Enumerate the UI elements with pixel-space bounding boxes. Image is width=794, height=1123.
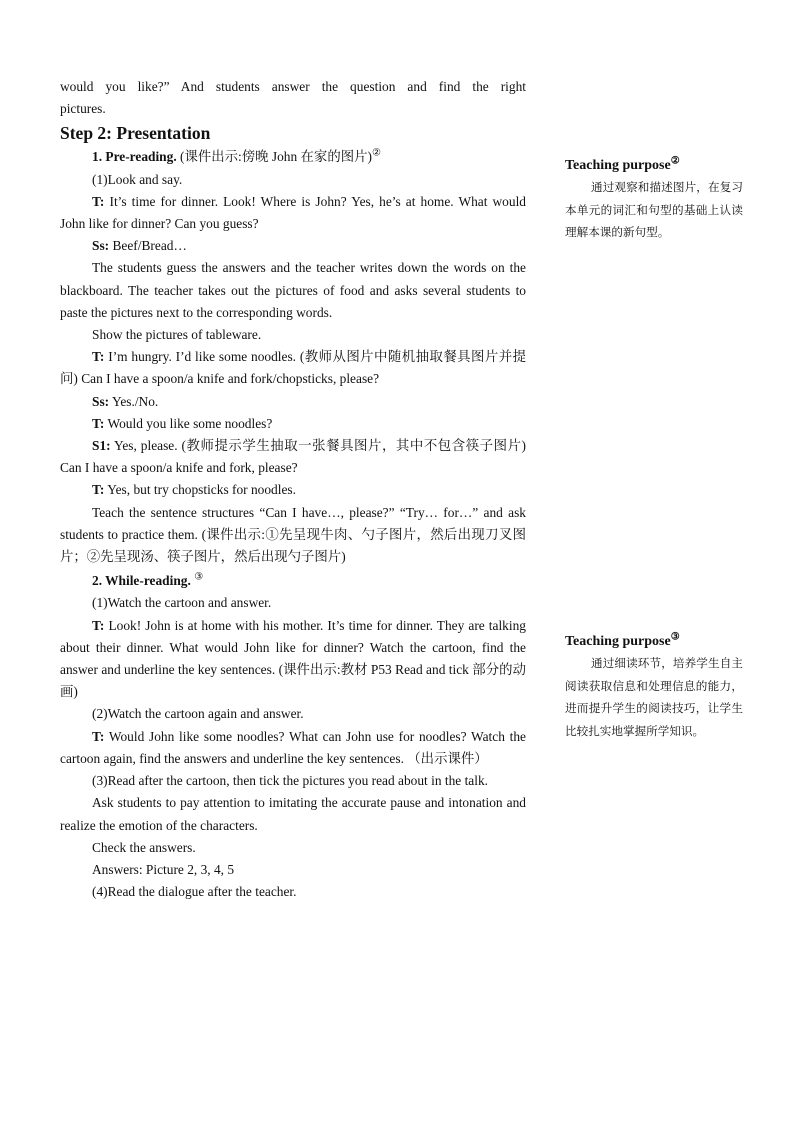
sidebar-title	[565, 632, 743, 652]
dialogue-text: I’m hungry. I’d like some noodles. (教师从图片中随机抽取餐具图片并提问) Can I have a spoon/a knife and fork/chopsticks, please?	[60, 349, 526, 387]
speaker-label: Ss:	[92, 393, 110, 409]
courseware-note: (课件出示:傍晚 John 在家的图片)	[180, 149, 372, 165]
footnote-marker: ③	[194, 571, 204, 583]
answer-line: Answers: Picture 2, 3, 4, 5	[92, 861, 235, 877]
section-heading-pre-reading	[60, 146, 526, 168]
dialogue-text: Yes, but try chopsticks for noodles.	[107, 482, 296, 498]
sidebar-title	[565, 156, 743, 176]
dialogue-text: Would John like some noodles? What can John use for noodles? Watch the cartoon again, find the answers and underline the key sentences. （出示课件）	[60, 728, 527, 766]
sidebar-title-text: Teaching purpose	[565, 634, 671, 649]
speaker-label: T:	[92, 349, 105, 365]
dialogue-text: Would you like some noodles?	[107, 415, 273, 431]
dialogue-line	[60, 391, 526, 413]
dialogue-line	[60, 435, 526, 479]
speaker-label: T:	[92, 728, 105, 744]
dialogue-line	[60, 479, 526, 501]
dialogue-line	[60, 615, 526, 704]
intro-line: pictures.	[60, 101, 106, 117]
dialogue-text: Yes, please. (教师提示学生抽取一张餐具图片，其中不包含筷子图片) Can I have a spoon/a knife and fork, please?	[60, 438, 526, 476]
dialogue-text: Beef/Bread…	[112, 238, 187, 254]
paragraph: Show the pictures of tableware.	[92, 327, 262, 343]
sidebar-text: 通过细读环节，培养学生自主阅读获取信息和处理信息的能力，进而提升学生的阅读技巧，让学生比较扎实地掌握所学知识。	[565, 656, 743, 738]
sidebar-note-1	[565, 156, 743, 244]
sub-step: (2)Watch the cartoon again and answer.	[92, 706, 304, 722]
section-heading-while-reading	[60, 570, 526, 592]
heading-text: 1. Pre-reading.	[92, 149, 177, 165]
speaker-label: S1:	[92, 438, 111, 454]
main-column	[60, 76, 526, 903]
intro-line: would you like?” And students answer the question and find the right	[60, 79, 526, 94]
sidebar-text: 通过观察和描述图片，在复习本单元的词汇和句型的基础上认读理解本课的新句型。	[565, 180, 743, 239]
paragraph: Teach the sentence structures “Can I have…, please?” “Try… for…” and ask students to practice them. (课件出示:①先呈现牛肉、勺子图片，然后出现刀叉图片；②先呈现汤、筷子图片，然后出现勺子图片)	[60, 504, 526, 565]
paragraph: (3)Read after the cartoon, then tick the pictures you read about in the talk.	[92, 773, 488, 789]
sub-step: (4)Read the dialogue after the teacher.	[92, 884, 297, 900]
footnote-marker: ②	[371, 147, 381, 159]
sidebar-title-text: Teaching purpose	[565, 158, 671, 173]
speaker-label: T:	[92, 482, 105, 498]
sub-step: (1)Look and say.	[92, 171, 183, 187]
dialogue-text: Look! John is at home with his mother. It’s time for dinner. They are talking about their dinner. What would John like for dinner? Watch the cartoon, find the answer and underline the key sentences. (课件出示:教材 P53 Read and tick 部分的动画)	[60, 617, 526, 700]
dialogue-line	[60, 235, 526, 257]
speaker-label: T:	[92, 617, 105, 633]
speaker-label: T:	[92, 193, 105, 209]
speaker-label: T:	[92, 415, 105, 431]
heading-text: 2. While-reading.	[92, 573, 191, 589]
dialogue-text: It’s time for dinner. Look! Where is John? Yes, he’s at home. What would John like for dinner? Can you guess?	[60, 193, 526, 232]
paragraph: Ask students to pay attention to imitating the accurate pause and intonation and realize the emotion of the characters.	[60, 795, 526, 833]
sub-step: (1)Watch the cartoon and answer.	[92, 595, 272, 611]
dialogue-line	[60, 346, 526, 390]
dialogue-line	[60, 191, 526, 235]
sidebar-note-2	[565, 632, 743, 742]
dialogue-line	[60, 726, 526, 770]
dialogue-line	[60, 413, 526, 435]
dialogue-text: Yes./No.	[111, 393, 159, 409]
footnote-marker: ③	[670, 631, 680, 643]
step-title: Step 2: Presentation	[60, 123, 211, 144]
paragraph: Check the answers.	[92, 839, 196, 855]
paragraph: The students guess the answers and the teacher writes down the words on the blackboard. The teacher takes out the pictures of food and asks several students to paste the pictures next to the corresponding words.	[60, 260, 526, 320]
speaker-label: Ss:	[92, 238, 110, 254]
footnote-marker: ②	[670, 155, 680, 167]
